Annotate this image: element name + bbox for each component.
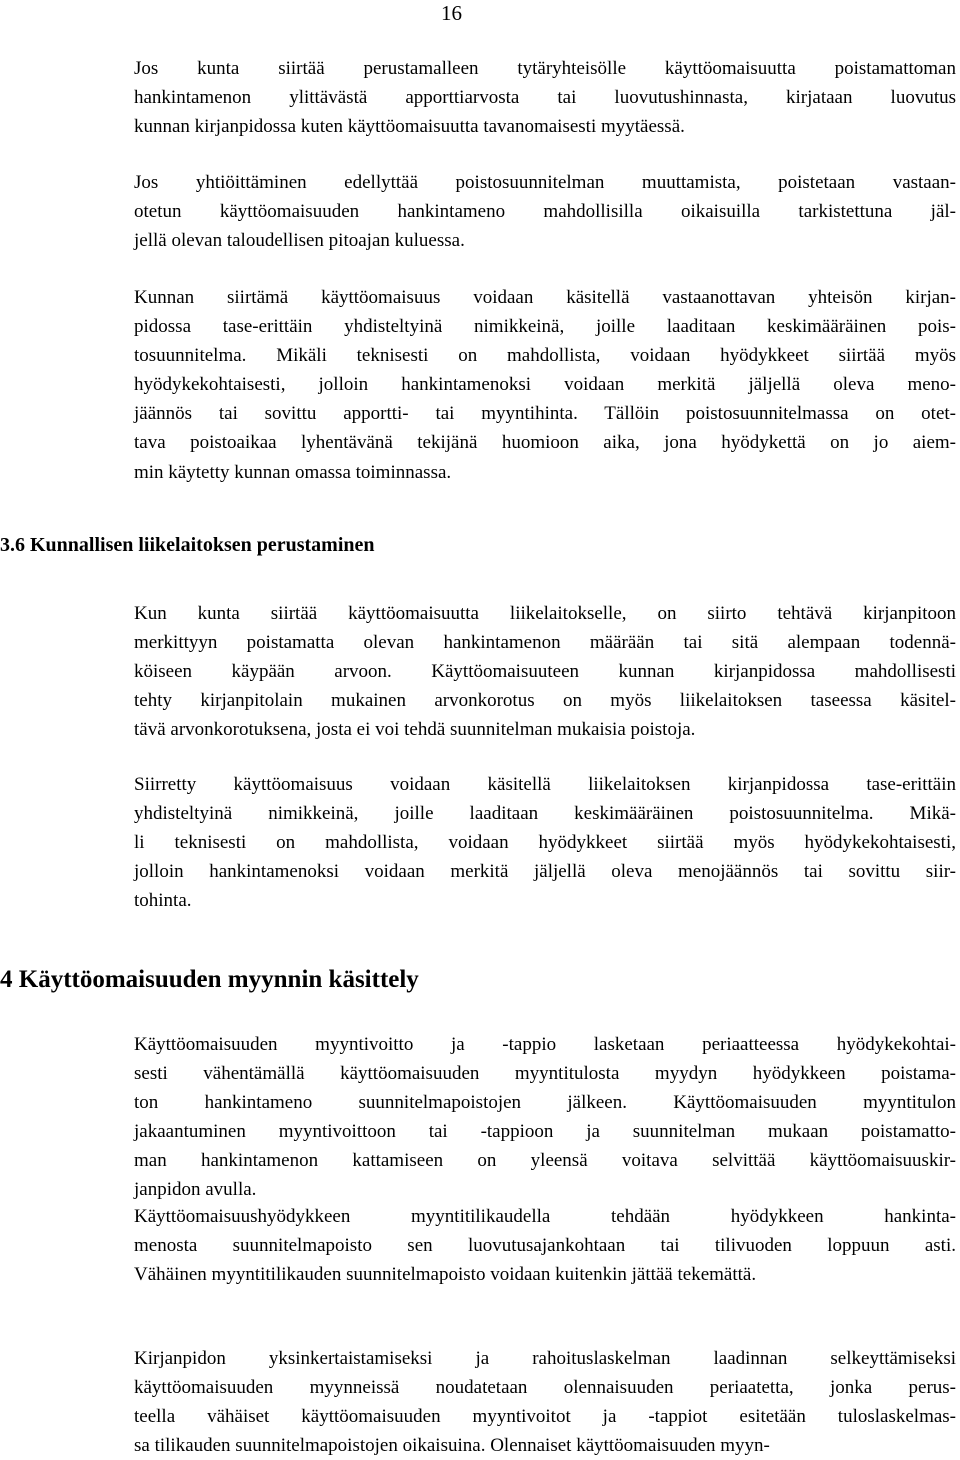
text-line: sa tilikauden suunnitelmapoistojen oikaisuina. Olennaiset käyttöomaisuuden myyn- — [134, 1435, 770, 1457]
text-line: Siirretty käyttöomaisuus voidaan käsitellä liikelaitoksen kirjanpidossa tase-erittäin — [134, 774, 956, 795]
paragraph-enterprise-asset-grouping — [134, 770, 956, 915]
text-line: Jos kunta siirtää perustamalleen tytäryhteisölle käyttöomaisuutta poistamattoman — [134, 58, 956, 79]
text-line: merkittyyn poistamatta olevan hankintamenon määrään tai sitä alempaan todennä- — [134, 632, 956, 654]
section-heading-4: 4 Käyttöomaisuuden myynnin käsittely — [0, 966, 419, 993]
text-line: li teknisesti on mahdollista, voidaan hyödykkeet siirtää myös hyödykekohtaisesti, — [134, 832, 956, 854]
page-number: 16 — [441, 1, 462, 25]
text-line: man hankintamenon kattamiseen on yleensä voitava selvittää käyttöomaisuuskir- — [134, 1150, 956, 1172]
paragraph-transferred-assets-accounting — [134, 283, 956, 487]
text-line: tohinta. — [134, 890, 192, 912]
section-heading-3-6: 3.6 Kunnallisen liikelaitoksen perustaminen — [0, 534, 375, 556]
text-line: pidossa tase-erittäin yhdisteltyinä nimikkeinä, joille laaditaan keskimääräinen pois- — [134, 316, 956, 338]
text-line: min käytetty kunnan omassa toiminnassa. — [134, 461, 452, 483]
text-line: tava poistoaikaa lyhentävänä tekijänä huomioon aika, jona hyödykettä on jo aiem- — [134, 432, 956, 454]
text-line: jäännös tai sovittu apportti- tai myyntihinta. Tällöin poistosuunnitelmassa on otet- — [134, 403, 956, 425]
text-line: köiseen käypään arvoon. Käyttöomaisuuteen kunnan kirjanpidossa mahdollisesti — [134, 661, 956, 683]
text-line: menosta suunnitelmapoisto sen luovutusajankohtaan tai tilivuoden loppuun asti. — [134, 1235, 956, 1257]
text-line: jakaantuminen myyntivoittoon tai -tappioon ja suunnitelman mukaan poistamatto- — [134, 1121, 956, 1143]
text-line: teella vähäiset käyttöomaisuuden myyntivoitot ja -tappiot esitetään tuloslaskelmas- — [134, 1406, 956, 1428]
text-line: Kunnan siirtämä käyttöomaisuus voidaan käsitellä vastaanottavan yhteisön kirjan- — [134, 287, 956, 308]
text-line: käyttöomaisuuden myynneissä noudatetaan olennaisuuden periaatetta, jonka perus- — [134, 1377, 956, 1399]
text-line: sesti vähentämällä käyttöomaisuuden myyntitulosta myydyn hyödykkeen poistama- — [134, 1063, 956, 1085]
text-line: kunnan kirjanpidossa kuten käyttöomaisuutta tavanomaisesti myytäessä. — [134, 116, 685, 138]
text-line: jellä olevan taloudellisen pitoajan kuluessa. — [134, 230, 465, 252]
text-line: otetun käyttöomaisuuden hankintameno mahdollisilla oikaisuilla tarkistettuna jäl- — [134, 201, 956, 223]
text-line: tehty kirjanpitolain mukainen arvonkorotus on myös liikelaitoksen taseessa käsitel- — [134, 690, 956, 712]
text-line: tävä arvonkorotuksena, josta ei voi tehdä suunnitelman mukaisia poistoja. — [134, 719, 696, 741]
paragraph-sale-year-depreciation — [134, 1202, 956, 1289]
text-line: Vähäinen myyntitilikauden suunnitelmapoisto voidaan kuitenkin jättää tekemättä. — [134, 1264, 757, 1286]
paragraph-transfer-to-subsidiary — [134, 54, 956, 141]
text-line: ton hankintameno suunnitelmapoistojen jälkeen. Käyttöomaisuuden myyntitulon — [134, 1092, 956, 1114]
text-line: Jos yhtiöittäminen edellyttää poistosuunnitelman muuttamista, poistetaan vastaan- — [134, 172, 956, 193]
paragraph-materiality-principle — [134, 1344, 956, 1460]
text-line: Kun kunta siirtää käyttöomaisuutta liikelaitokselle, on siirto tehtävä kirjanpitoon — [134, 603, 956, 624]
paragraph-sale-gain-loss — [134, 1030, 956, 1205]
text-line: janpidon avulla. — [134, 1179, 257, 1201]
paragraph-incorporation-depreciation — [134, 168, 956, 255]
text-line: Käyttöomaisuushyödykkeen myyntitilikaudella tehdään hyödykkeen hankinta- — [134, 1206, 956, 1227]
text-line: Käyttöomaisuuden myyntivoitto ja -tappio lasketaan periaatteessa hyödykekohtai- — [134, 1034, 956, 1055]
paragraph-transfer-to-enterprise — [134, 599, 956, 744]
text-line: Kirjanpidon yksinkertaistamiseksi ja rahoituslaskelman laadinnan selkeyttämiseksi — [134, 1348, 956, 1369]
text-line: yhdisteltyinä nimikkeinä, joille laaditaan keskimääräinen poistosuunnitelma. Mikä- — [134, 803, 956, 825]
text-line: tosuunnitelma. Mikäli teknisesti on mahdollista, voidaan hyödykkeet siirtää myös — [134, 345, 956, 367]
text-line: jolloin hankintamenoksi voidaan merkitä jäljellä oleva menojäännös tai sovittu siir- — [134, 861, 956, 883]
text-line: hankintamenon ylittävästä apporttiarvosta tai luovutushinnasta, kirjataan luovutus — [134, 87, 956, 109]
text-line: hyödykekohtaisesti, jolloin hankintamenoksi voidaan merkitä jäljellä oleva meno- — [134, 374, 956, 396]
